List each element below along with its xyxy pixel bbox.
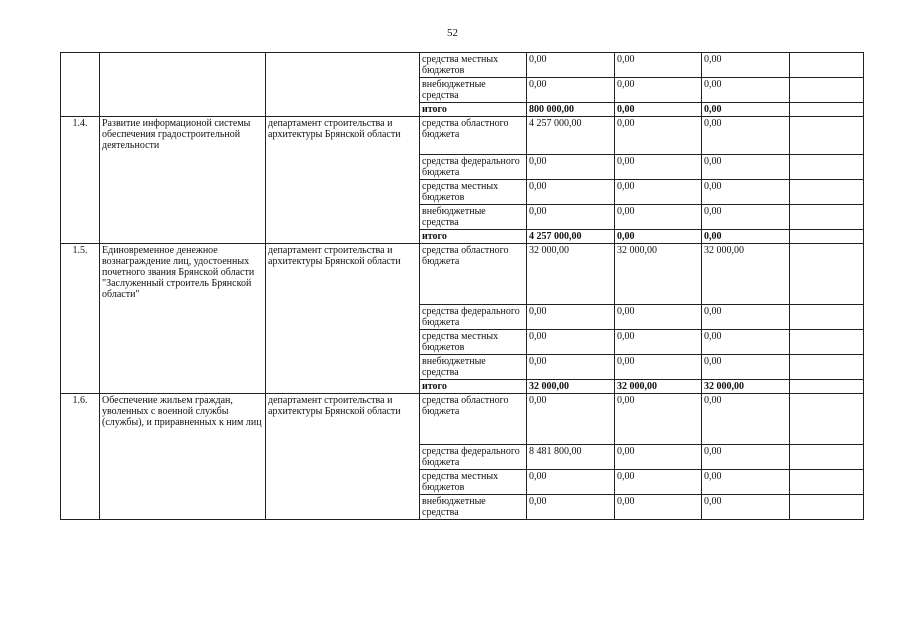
amount-cell: 0,00 bbox=[615, 180, 702, 205]
empty-cell bbox=[790, 78, 864, 103]
empty-cell bbox=[790, 103, 864, 117]
amount-cell: 4 257 000,00 bbox=[527, 117, 615, 155]
empty-cell bbox=[790, 180, 864, 205]
amount-cell: 32 000,00 bbox=[527, 244, 615, 305]
funding-source: средства областного бюджета bbox=[420, 394, 527, 445]
empty-cell bbox=[790, 244, 864, 305]
amount-cell: 0,00 bbox=[527, 53, 615, 78]
amount-cell: 0,00 bbox=[615, 230, 702, 244]
empty-cell bbox=[790, 305, 864, 330]
amount-cell: 0,00 bbox=[615, 305, 702, 330]
amount-cell: 0,00 bbox=[615, 117, 702, 155]
empty-cell bbox=[790, 53, 864, 78]
amount-cell: 0,00 bbox=[702, 445, 790, 470]
amount-cell: 0,00 bbox=[702, 117, 790, 155]
amount-cell: 0,00 bbox=[702, 53, 790, 78]
empty-cell bbox=[790, 117, 864, 155]
table-row bbox=[61, 53, 864, 78]
funding-source: итого bbox=[420, 230, 527, 244]
amount-cell: 800 000,00 bbox=[527, 103, 615, 117]
funding-source: средства местных бюджетов bbox=[420, 53, 527, 78]
funding-source: средства федерального бюджета bbox=[420, 445, 527, 470]
amount-cell: 0,00 bbox=[527, 305, 615, 330]
funding-source: внебюджетные средства bbox=[420, 205, 527, 230]
amount-cell: 0,00 bbox=[702, 495, 790, 520]
amount-cell: 0,00 bbox=[527, 394, 615, 445]
funding-source: средства областного бюджета bbox=[420, 117, 527, 155]
item-number bbox=[61, 53, 100, 117]
amount-cell: 0,00 bbox=[702, 230, 790, 244]
empty-cell bbox=[790, 394, 864, 445]
amount-cell: 0,00 bbox=[615, 155, 702, 180]
amount-cell: 0,00 bbox=[527, 495, 615, 520]
amount-cell: 0,00 bbox=[615, 330, 702, 355]
empty-cell bbox=[790, 230, 864, 244]
amount-cell: 0,00 bbox=[615, 355, 702, 380]
funding-source: средства местных бюджетов bbox=[420, 330, 527, 355]
empty-cell bbox=[790, 155, 864, 180]
table-row bbox=[61, 244, 864, 305]
empty-cell bbox=[790, 205, 864, 230]
item-name: Развитие информационой системы обеспечения градостроительной деятельности bbox=[100, 117, 266, 244]
empty-cell bbox=[790, 445, 864, 470]
page-number: 52 bbox=[447, 27, 458, 39]
amount-cell: 0,00 bbox=[527, 330, 615, 355]
table-row bbox=[61, 117, 864, 155]
empty-cell bbox=[790, 355, 864, 380]
amount-cell: 0,00 bbox=[702, 205, 790, 230]
amount-cell: 0,00 bbox=[702, 180, 790, 205]
amount-cell: 0,00 bbox=[702, 78, 790, 103]
amount-cell: 0,00 bbox=[702, 155, 790, 180]
funding-source: средства областного бюджета bbox=[420, 244, 527, 305]
amount-cell: 0,00 bbox=[702, 394, 790, 445]
funding-source: средства местных бюджетов bbox=[420, 470, 527, 495]
amount-cell: 0,00 bbox=[702, 470, 790, 495]
table-row bbox=[61, 394, 864, 445]
item-department: департамент строительства и архитектуры Брянской области bbox=[266, 244, 420, 394]
amount-cell: 4 257 000,00 bbox=[527, 230, 615, 244]
funding-source: средства федерального бюджета bbox=[420, 155, 527, 180]
item-number: 1.4. bbox=[61, 117, 100, 244]
amount-cell: 0,00 bbox=[615, 445, 702, 470]
amount-cell: 32 000,00 bbox=[702, 244, 790, 305]
amount-cell: 0,00 bbox=[527, 155, 615, 180]
amount-cell: 0,00 bbox=[702, 355, 790, 380]
funding-source: средства федерального бюджета bbox=[420, 305, 527, 330]
empty-cell bbox=[790, 495, 864, 520]
item-department: департамент строительства и архитектуры Брянской области bbox=[266, 117, 420, 244]
amount-cell: 32 000,00 bbox=[615, 244, 702, 305]
amount-cell: 0,00 bbox=[615, 205, 702, 230]
amount-cell: 0,00 bbox=[615, 103, 702, 117]
amount-cell: 0,00 bbox=[527, 78, 615, 103]
amount-cell: 0,00 bbox=[702, 103, 790, 117]
funding-source: внебюджетные средства bbox=[420, 78, 527, 103]
amount-cell: 32 000,00 bbox=[702, 380, 790, 394]
amount-cell: 32 000,00 bbox=[527, 380, 615, 394]
amount-cell: 0,00 bbox=[527, 355, 615, 380]
empty-cell bbox=[790, 470, 864, 495]
amount-cell: 0,00 bbox=[615, 394, 702, 445]
item-department bbox=[266, 53, 420, 117]
amount-cell: 0,00 bbox=[527, 205, 615, 230]
amount-cell: 0,00 bbox=[702, 305, 790, 330]
amount-cell: 0,00 bbox=[527, 180, 615, 205]
amount-cell: 32 000,00 bbox=[615, 380, 702, 394]
funding-source: внебюджетные средства bbox=[420, 495, 527, 520]
empty-cell bbox=[790, 380, 864, 394]
funding-source: итого bbox=[420, 103, 527, 117]
item-department: департамент строительства и архитектуры Брянской области bbox=[266, 394, 420, 520]
item-number: 1.6. bbox=[61, 394, 100, 520]
funding-source: внебюджетные средства bbox=[420, 355, 527, 380]
funding-source: средства местных бюджетов bbox=[420, 180, 527, 205]
amount-cell: 0,00 bbox=[702, 330, 790, 355]
item-number: 1.5. bbox=[61, 244, 100, 394]
amount-cell: 0,00 bbox=[615, 78, 702, 103]
amount-cell: 0,00 bbox=[615, 495, 702, 520]
item-name: Обеспечение жильем граждан, уволенных с военной службы (службы), и приравненных к ним лиц bbox=[100, 394, 266, 520]
amount-cell: 0,00 bbox=[615, 53, 702, 78]
empty-cell bbox=[790, 330, 864, 355]
amount-cell: 0,00 bbox=[527, 470, 615, 495]
amount-cell: 0,00 bbox=[615, 470, 702, 495]
item-name bbox=[100, 53, 266, 117]
item-name: Единовременное денежное вознаграждение лиц, удостоенных почетного звания Брянской области "Заслуженный строитель Брянской области" bbox=[100, 244, 266, 394]
budget-table bbox=[60, 52, 864, 520]
amount-cell: 8 481 800,00 bbox=[527, 445, 615, 470]
funding-source: итого bbox=[420, 380, 527, 394]
